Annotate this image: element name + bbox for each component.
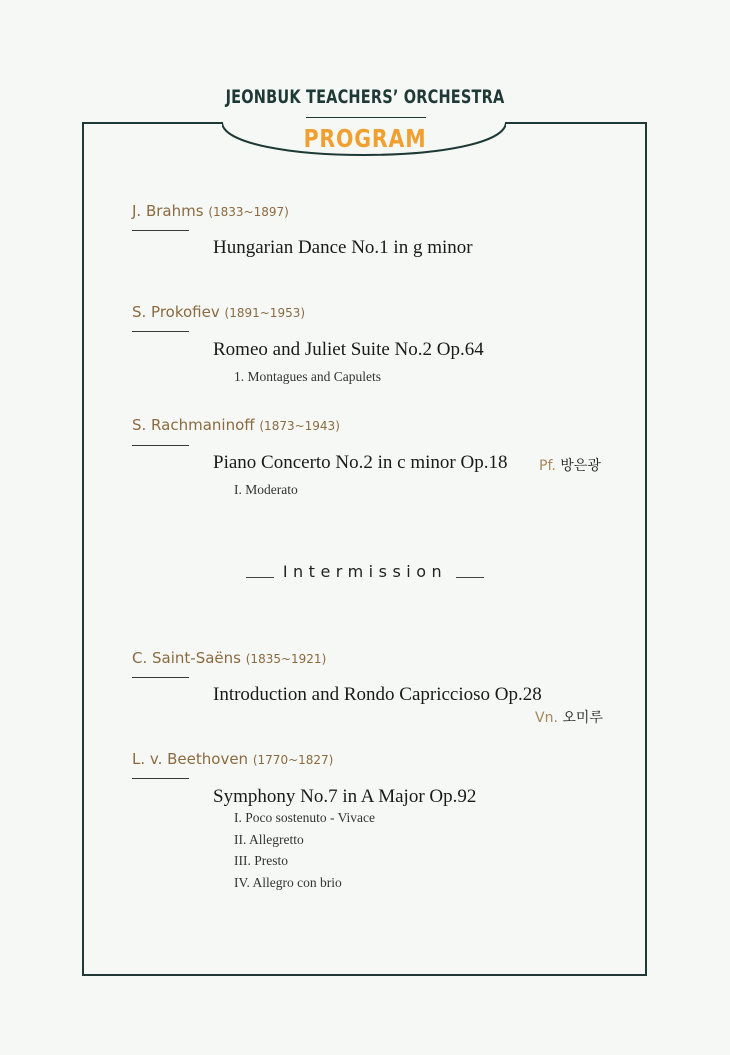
composer-rule [132,677,189,678]
composer-rule [132,778,189,779]
movement: 1. Montagues and Capulets [234,369,381,384]
composer-rule [132,230,189,231]
page-title: PROGRAM [303,124,427,153]
soloist-role: Vn. [535,710,558,726]
composer-rachmaninoff [132,416,340,434]
header-divider [306,117,426,118]
composer-beethoven [132,750,333,768]
composer-prokofiev [132,303,305,321]
movement: IV. Allegro con brio [234,875,342,890]
composer-years: (1873~1943) [259,419,340,433]
soloist-name: 방은광 [560,458,601,474]
composer-name: L. v. Beethoven [132,750,249,768]
work-title: Romeo and Juliet Suite No.2 Op.64 [213,339,484,360]
soloist-name: 오미루 [562,710,603,726]
composer-rule [132,331,189,332]
composer-years: (1835~1921) [245,652,327,666]
intermission [0,562,730,582]
composer-years: (1770~1827) [252,753,334,767]
movement: III. Presto [234,853,288,868]
soloist-role: Pf. [539,458,556,474]
composer-brahms [132,202,289,220]
composer-name: S. Prokofiev [132,303,220,321]
composer-name: C. Saint-Saëns [132,649,241,667]
composer-years: (1891~1953) [224,306,306,320]
composer-name: J. Brahms [132,202,204,220]
work-title: Symphony No.7 in A Major Op.92 [213,786,477,807]
composer-years: (1833~1897) [208,205,289,219]
intermission-label: Intermission [282,562,448,581]
soloist-violin [535,707,603,727]
composer-name: S. Rachmaninoff [132,416,255,434]
work-title: Hungarian Dance No.1 in g minor [213,237,473,258]
movement: I. Moderato [234,482,298,497]
intermission-line-right [456,577,484,578]
orchestra-name: JEONBUK TEACHERS’ ORCHESTRA [225,86,505,108]
work-title: Introduction and Rondo Capriccioso Op.28 [213,684,542,705]
composer-saint-saens [132,649,326,667]
composer-rule [132,445,189,446]
movement: I. Poco sostenuto - Vivace [234,810,376,825]
work-title: Piano Concerto No.2 in c minor Op.18 [213,452,508,473]
movement: II. Allegretto [234,832,304,847]
soloist-piano [539,455,601,475]
